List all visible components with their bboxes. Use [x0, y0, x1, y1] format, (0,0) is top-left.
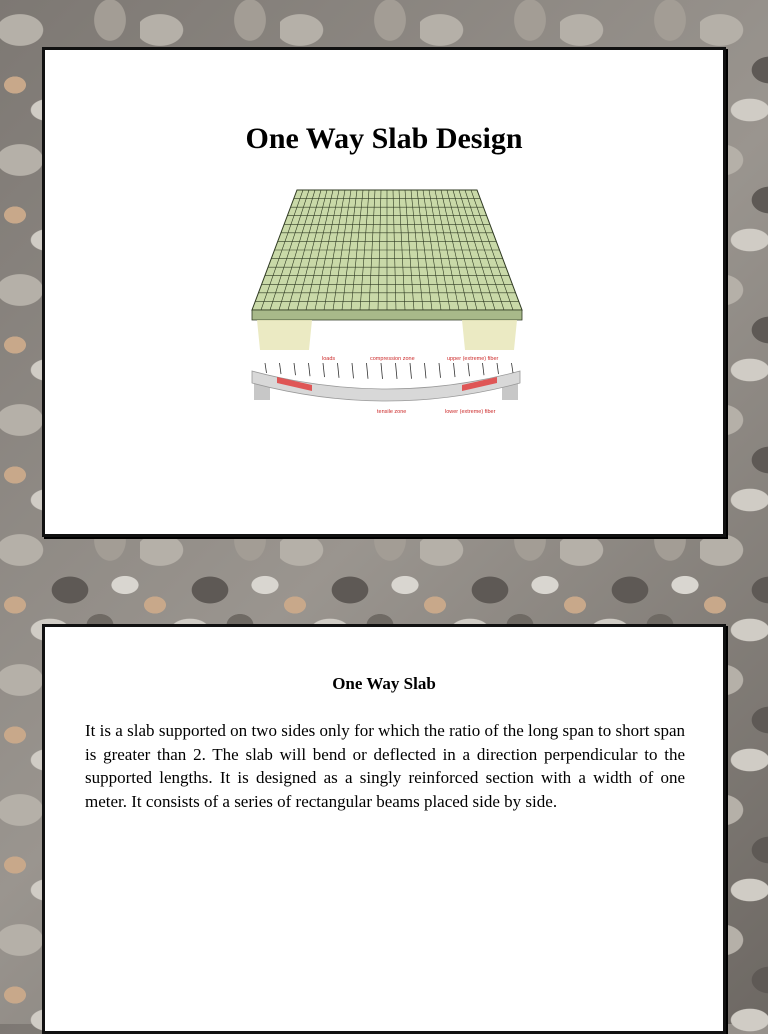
label-lower-fiber: lower (extreme) fiber [445, 409, 496, 415]
label-tensile-zone: tensile zone [377, 409, 407, 415]
load-arrow [280, 363, 282, 374]
load-arrow [265, 363, 267, 373]
label-upper-fiber: upper (extreme) fiber [447, 356, 499, 362]
load-arrow [367, 363, 369, 379]
section-heading: One Way Slab [332, 674, 436, 693]
load-arrow [454, 363, 456, 377]
slide-2 [42, 624, 726, 1034]
load-arrow [323, 363, 325, 377]
right-support-wall [462, 320, 517, 350]
load-arrow [309, 363, 311, 376]
load-arrow [468, 363, 470, 376]
left-support-wall [257, 320, 312, 350]
label-loads: loads [322, 356, 336, 362]
body-paragraph: It is a slab supported on two sides only for which the ratio of the long span to short span is greater than 2. The slab will bend or deflected in a direction perpendicular to the supported lengths. It is designed as a singly reinforced section with a width of one meter. It consists of a series of rectangular beams placed side by side. [85, 721, 685, 811]
load-arrow [294, 363, 296, 375]
load-arrow [497, 363, 499, 374]
load-arrow [338, 363, 340, 378]
load-arrows [265, 363, 513, 379]
load-arrow [352, 363, 354, 378]
load-arrow [425, 363, 427, 378]
label-compression-zone: compression zone [370, 356, 415, 362]
load-arrow [483, 363, 485, 375]
load-arrow [512, 363, 514, 373]
bending-diagram [252, 356, 520, 415]
load-arrow [439, 363, 441, 378]
load-arrow [396, 363, 398, 379]
load-arrow [381, 363, 383, 379]
slide-1 [42, 47, 726, 537]
slide-title: One Way Slab Design [245, 122, 523, 155]
slab-front-face [252, 310, 522, 320]
load-arrow [410, 363, 412, 379]
one-way-slab-figure [237, 185, 537, 425]
